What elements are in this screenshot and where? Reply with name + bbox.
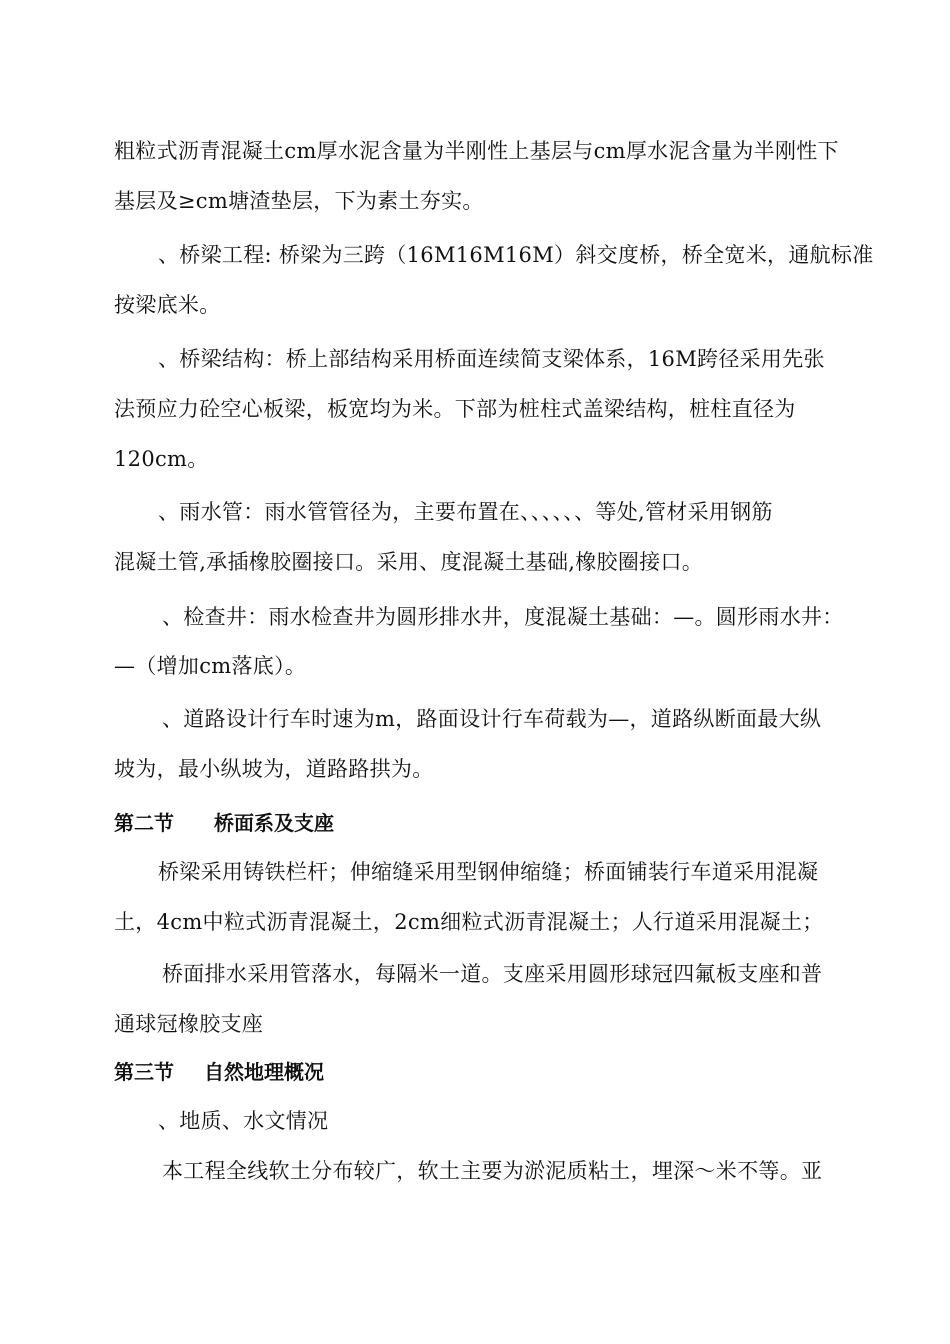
- paragraph-line: 桥梁采用铸铁栏杆；伸缩缝采用型钢伸缩缝；桥面铺装行车道采用混凝: [158, 860, 819, 884]
- paragraph-line: 、桥梁结构：桥上部结构采用桥面连续简支梁体系，16M跨径采用先张: [158, 347, 825, 371]
- subsection-title: 、地质、水文情况: [158, 1109, 329, 1133]
- paragraph-line: —（增加cm落底）。: [114, 654, 307, 678]
- section-heading-number: 第二节: [114, 811, 174, 835]
- section-heading-title: 桥面系及支座: [214, 811, 334, 835]
- paragraph-line: 本工程全线软土分布较广，软土主要为淤泥质粘土，埋深～米不等。亚: [162, 1159, 823, 1183]
- paragraph-line: 粗粒式沥青混凝土cm厚水泥含量为半刚性上基层与cm厚水泥含量为半刚性下: [114, 139, 839, 163]
- paragraph-line: 、检查井：雨水检查井为圆形排水井，度混凝土基础：—。圆形雨水井：: [162, 605, 844, 629]
- paragraph-line: 通球冠橡胶支座: [114, 1012, 264, 1036]
- paragraph-line: 按梁底米。: [114, 293, 221, 317]
- section-heading-title: 自然地理概况: [204, 1060, 324, 1084]
- paragraph-line: 混凝土管,承插橡胶圈接口。采用、度混凝土基础,橡胶圈接口。: [114, 550, 704, 574]
- paragraph-line: 坡为，最小纵坡为，道路路拱为。: [114, 757, 434, 781]
- paragraph-line: 120cm。: [114, 447, 209, 471]
- paragraph-line: 基层及≥cm塘渣垫层，下为素土夯实。: [114, 189, 484, 213]
- paragraph-line: 法预应力砼空心板梁，板宽均为米。下部为桩柱式盖梁结构，桩柱直径为: [114, 397, 796, 421]
- paragraph-line: 、道路设计行车时速为m，路面设计行车荷载为—，道路纵断面最大纵: [162, 707, 822, 731]
- section-heading-number: 第三节: [114, 1060, 174, 1084]
- paragraph-line: 、桥梁工程: 桥梁为三跨（16M16M16M）斜交度桥，桥全宽米，通航标准: [158, 243, 874, 267]
- paragraph-line: 土，4cm中粒式沥青混凝土，2cm细粒式沥青混凝土；人行道采用混凝土；: [114, 910, 824, 934]
- paragraph-line: 桥面排水采用管落水，每隔米一道。支座采用圆形球冠四氟板支座和普: [162, 962, 823, 986]
- paragraph-line: 、雨水管：雨水管管径为，主要布置在、、、、、、等处,管材采用钢筋: [158, 500, 773, 524]
